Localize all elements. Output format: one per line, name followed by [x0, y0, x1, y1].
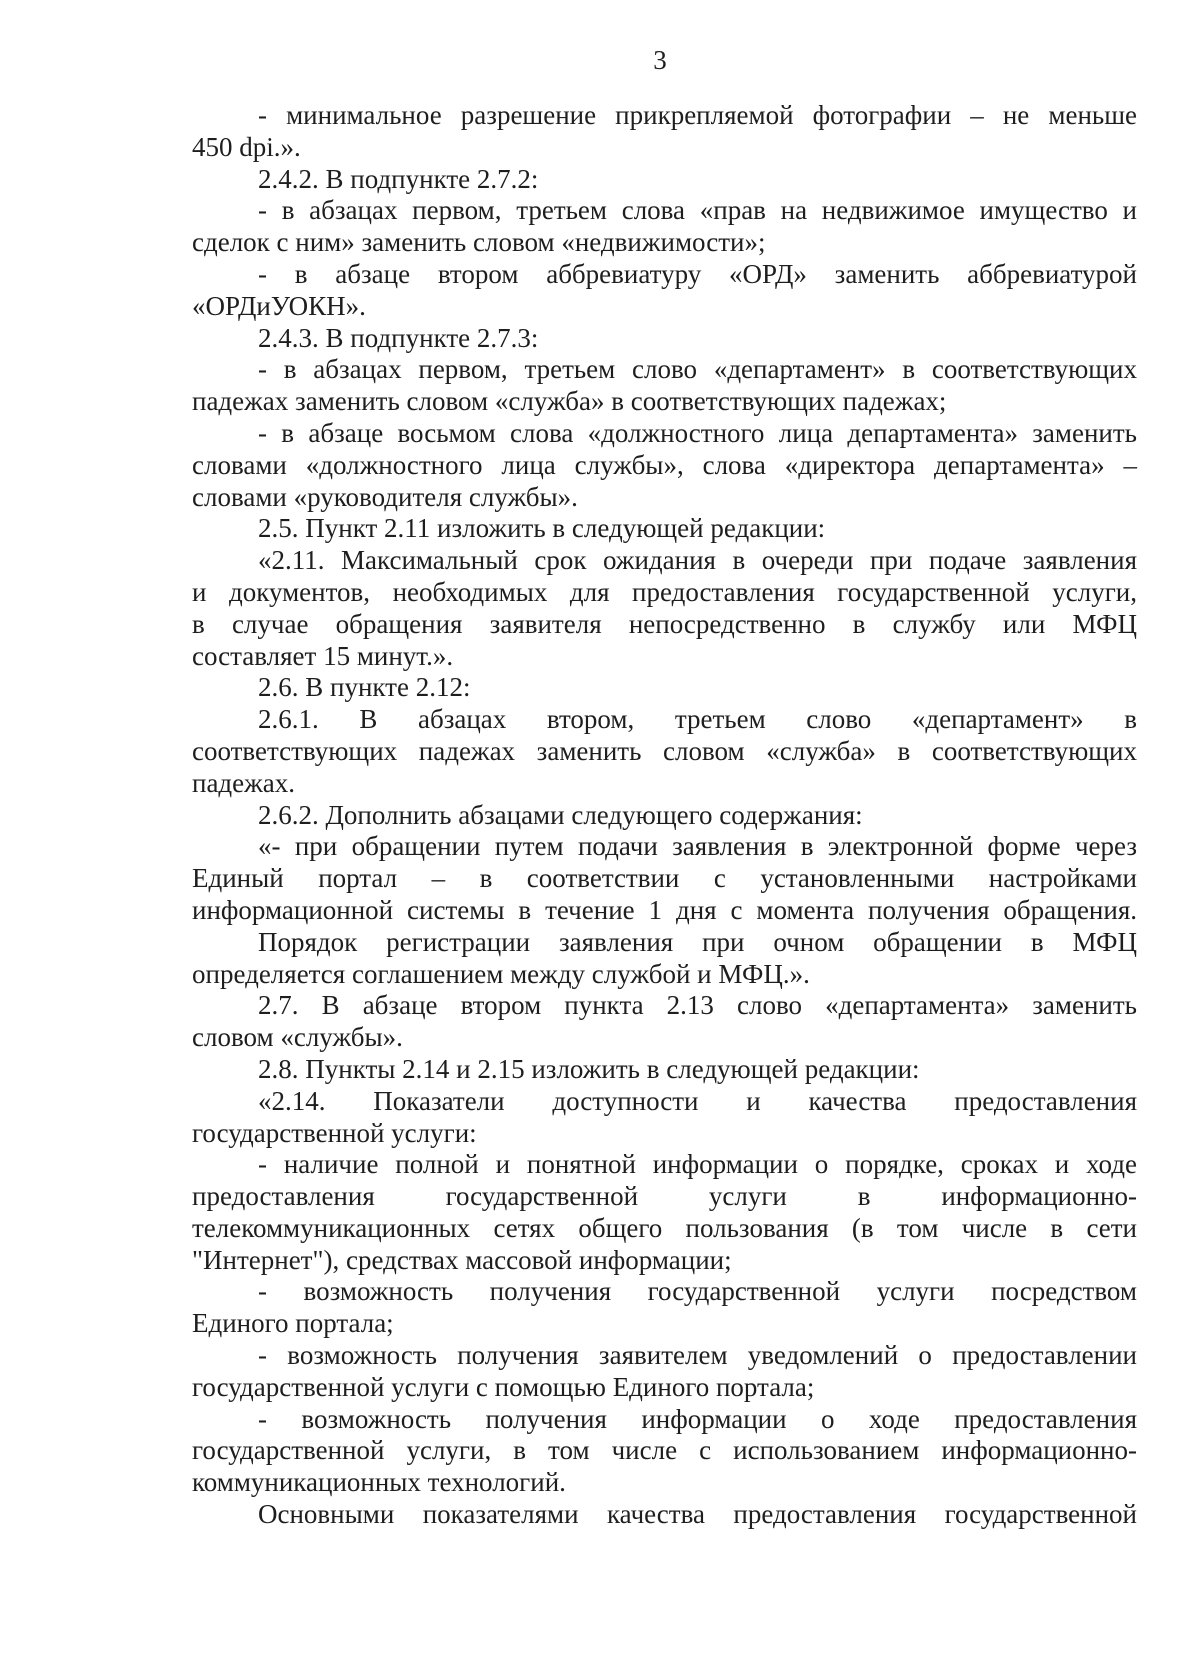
text-line: - в абзаце втором аббревиатуру «ОРД» заменить аббревиатурой	[258, 258, 1137, 289]
text-line: - возможность получения информации о ходе предоставления	[258, 1403, 1137, 1434]
text-line: 2.8. Пункты 2.14 и 2.15 изложить в следующей редакции:	[258, 1053, 920, 1084]
text-line: соответствующих падежах заменить словом «служба» в соответствующих	[192, 735, 1137, 766]
text-line: 2.6.2. Дополнить абзацами следующего содержания:	[258, 799, 863, 830]
text-line: словами «руководителя службы».	[192, 481, 578, 512]
text-line: 2.4.3. В подпункте 2.7.3:	[258, 322, 539, 353]
text-line: 450 dpi.».	[192, 131, 301, 162]
text-line: - возможность получения заявителем уведомлений о предоставлении	[258, 1340, 1137, 1371]
document-body	[192, 100, 1137, 1531]
text-line: Единого портала;	[192, 1308, 394, 1339]
text-line: падежах заменить словом «служба» в соответствующих падежах;	[192, 386, 947, 417]
text-line: в случае обращения заявителя непосредственно в службу или МФЦ	[192, 608, 1137, 639]
text-line: - в абзацах первом, третьем слова «прав на недвижимое имущество и	[258, 195, 1137, 226]
text-line: Порядок регистрации заявления при очном обращении в МФЦ	[258, 926, 1137, 957]
text-line: Основными показателями качества предоставления государственной	[258, 1499, 1137, 1530]
page-number: 3	[653, 45, 667, 75]
text-line: «2.14. Показатели доступности и качества предоставления	[258, 1085, 1137, 1116]
text-line: сделок с ним» заменить словом «недвижимости»;	[192, 227, 766, 258]
text-line: - минимальное разрешение прикрепляемой фотографии – не меньше	[258, 100, 1137, 130]
text-line: - наличие полной и понятной информации о порядке, сроках и ходе	[258, 1149, 1137, 1180]
text-line: телекоммуникационных сетях общего пользования (в том числе в сети	[192, 1212, 1137, 1243]
text-line: словом «службы».	[192, 1022, 403, 1053]
text-line: 2.5. Пункт 2.11 изложить в следующей редакции:	[258, 513, 826, 544]
text-line: информационной системы в течение 1 дня с момента получения обращения.	[192, 894, 1137, 925]
text-line: 2.4.2. В подпункте 2.7.2:	[258, 163, 539, 194]
text-line: и документов, необходимых для предоставления государственной услуги,	[192, 576, 1137, 607]
text-line: словами «должностного лица службы», слова «директора департамента» –	[192, 449, 1137, 480]
text-line: предоставления государственной услуги в информационно-	[192, 1181, 1137, 1212]
text-line: падежах.	[192, 767, 296, 798]
text-line: - в абзацах первом, третьем слово «департамент» в соответствующих	[258, 354, 1137, 385]
text-line: коммуникационных технологий.	[192, 1467, 566, 1498]
text-line: Единый портал – в соответствии с установленными настройками	[192, 863, 1137, 894]
text-line: 2.6. В пункте 2.12:	[258, 672, 471, 703]
text-line: 2.6.1. В абзацах втором, третьем слово «департамент» в	[258, 704, 1137, 735]
text-line: определяется соглашением между службой и МФЦ.».	[192, 958, 810, 989]
text-line: государственной услуги с помощью Единого портала;	[192, 1371, 815, 1402]
text-line: составляет 15 минут.».	[192, 640, 454, 671]
text-line: государственной услуги, в том числе с использованием информационно-	[192, 1435, 1137, 1466]
text-line: 2.7. В абзаце втором пункта 2.13 слово «департамента» заменить	[258, 990, 1137, 1021]
text-line: - возможность получения государственной услуги посредством	[258, 1276, 1137, 1307]
text-line: - в абзаце восьмом слова «должностного лица департамента» заменить	[258, 417, 1137, 448]
text-line: государственной услуги:	[192, 1117, 477, 1148]
text-line: «ОРДиУОКН».	[192, 290, 366, 321]
text-line: "Интернет"), средствах массовой информации;	[192, 1244, 732, 1275]
text-line: «- при обращении путем подачи заявления в электронной форме через	[258, 831, 1137, 862]
text-line: «2.11. Максимальный срок ожидания в очереди при подаче заявления	[258, 545, 1137, 576]
